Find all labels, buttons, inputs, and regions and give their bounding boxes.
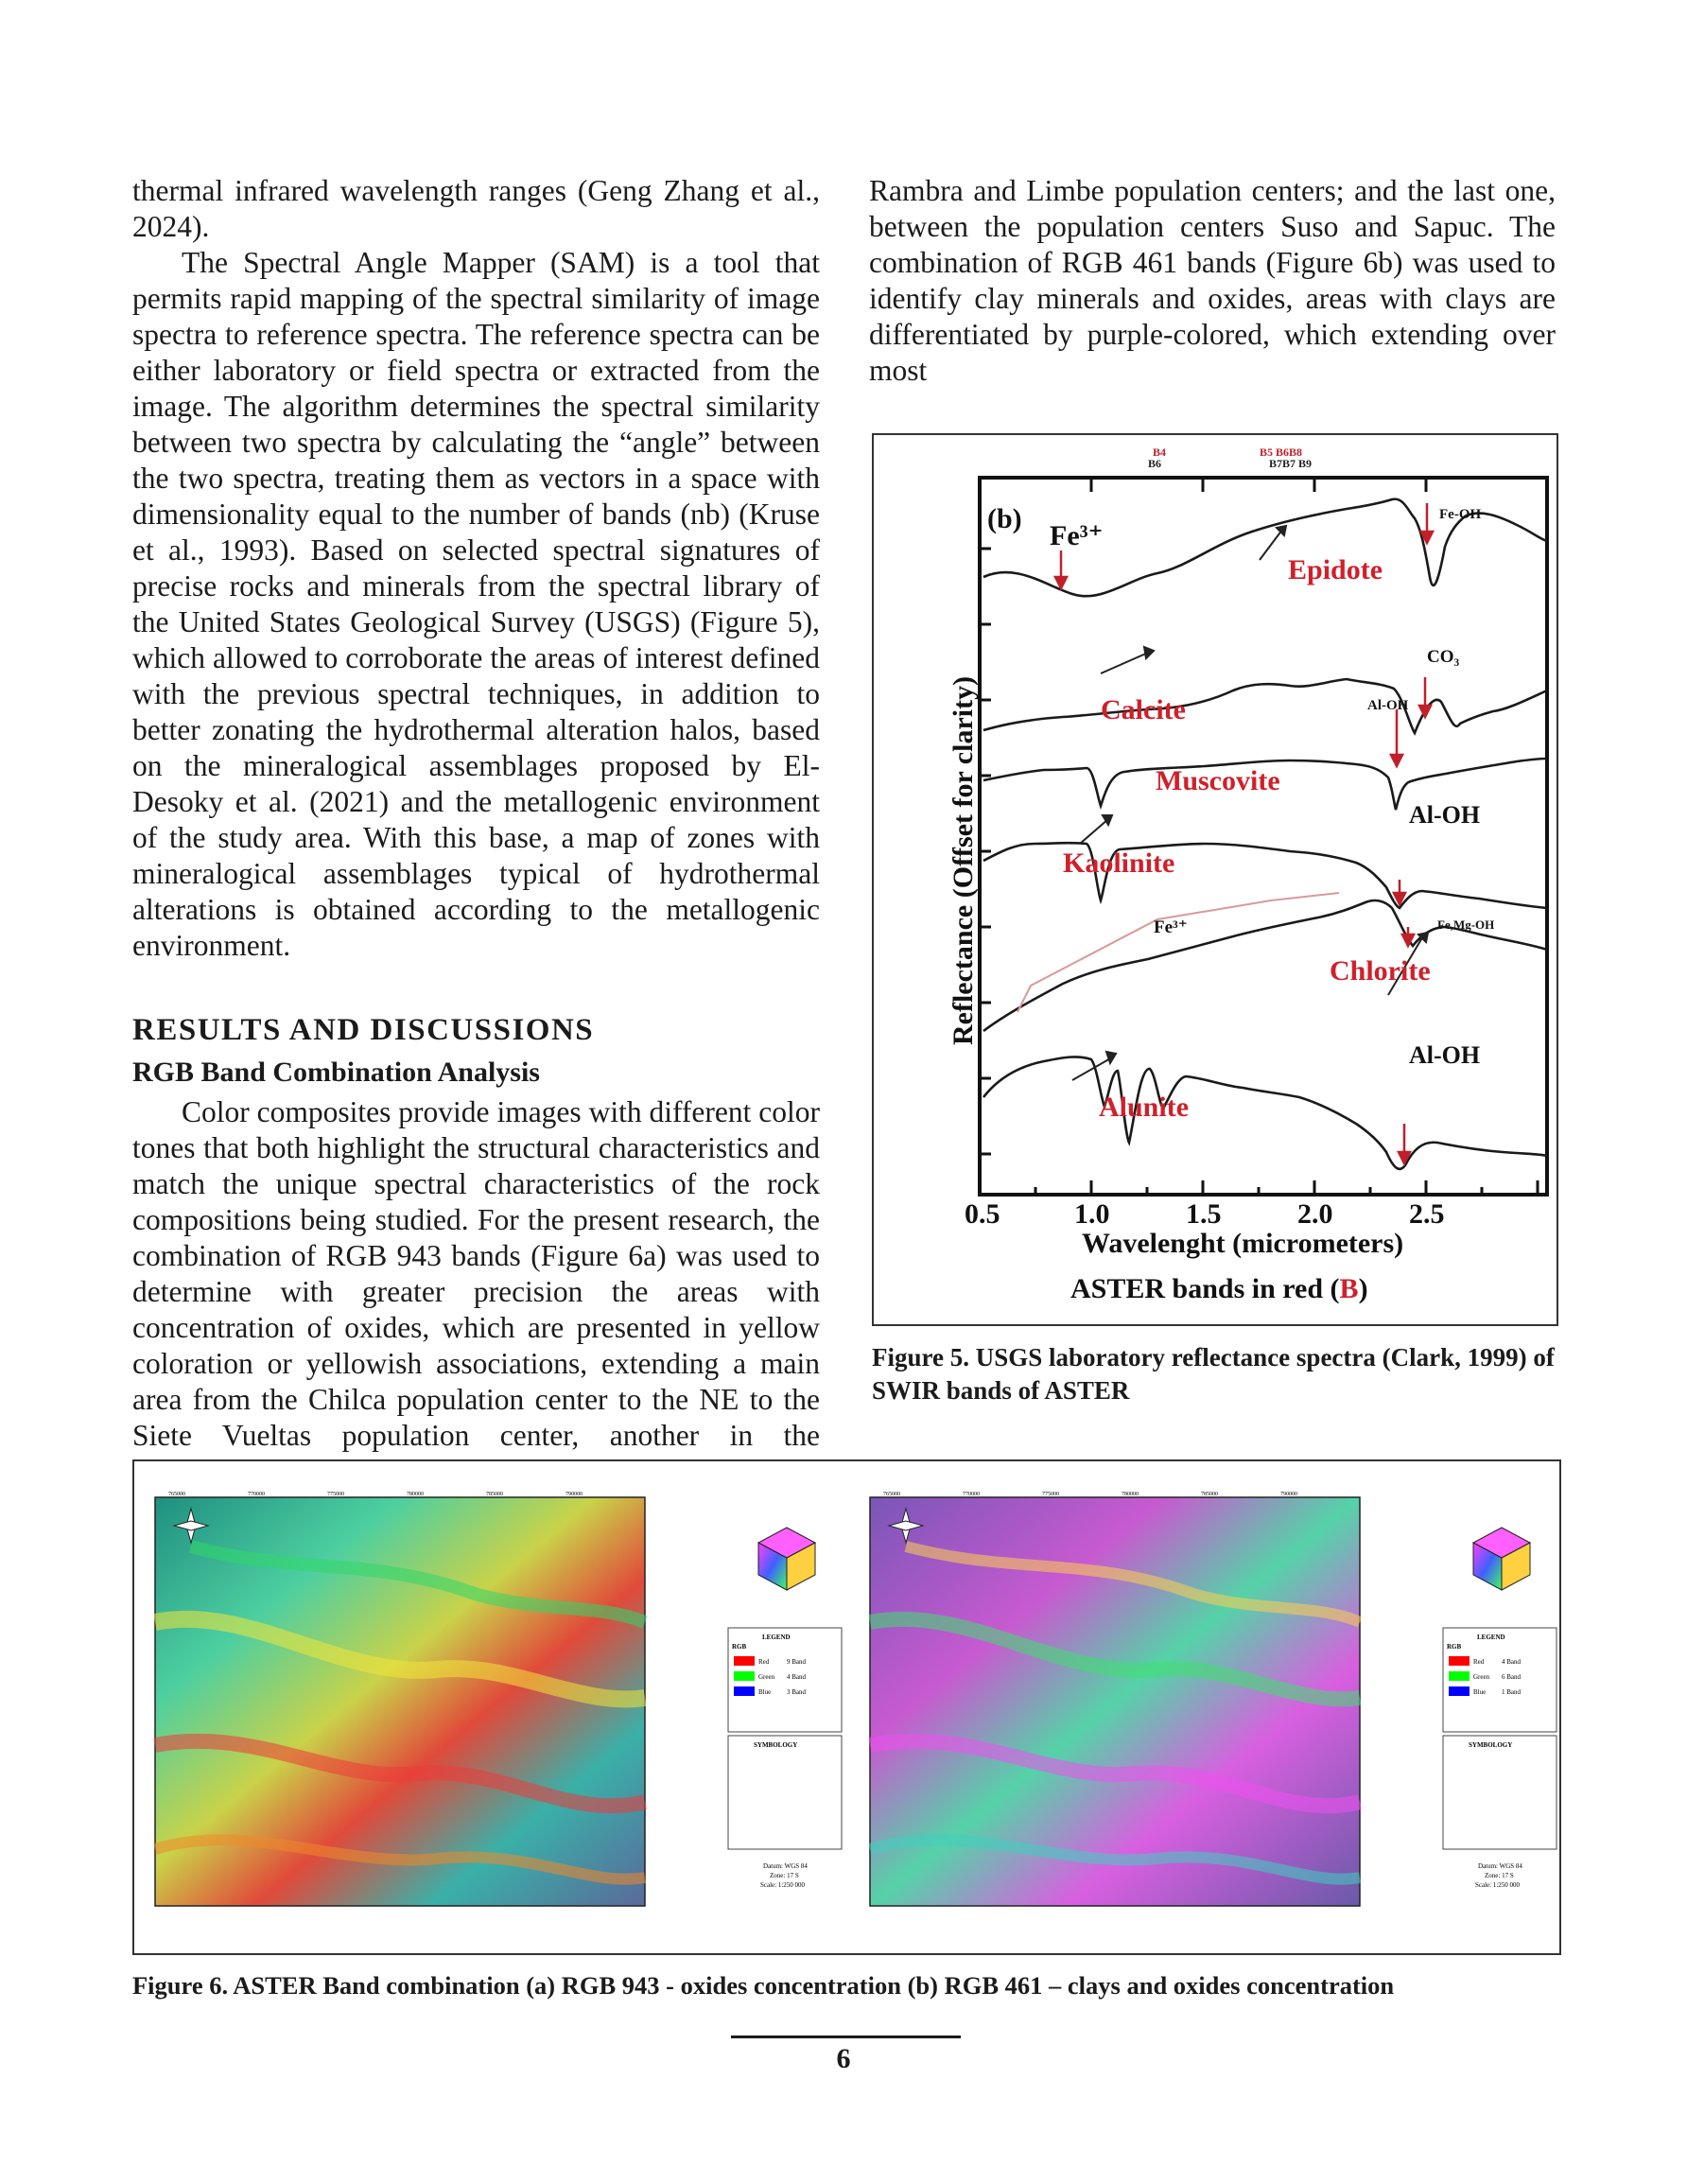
paragraph: Rambra and Limbe population centers; and the last one, between the population centers Suso and Sapuc. The combination of RGB 461 bands (Figure 6b) was used to identify clay minerals and oxides, areas with clays are differentiated by purple-colored, which extending over most <box>869 174 1556 387</box>
symbology-title: SYMBOLOGY <box>754 1741 798 1749</box>
mineral-label: Muscovite <box>1156 765 1280 796</box>
band-value: 4 Band <box>1502 1658 1522 1666</box>
annotation: Fe,Mg-OH <box>1437 917 1495 932</box>
band-value: 1 Band <box>1502 1688 1522 1696</box>
annotation: Fe³⁺ <box>1050 520 1104 551</box>
rgb-cube-icon <box>1473 1528 1530 1590</box>
annotation: Fe³⁺ <box>1154 917 1188 937</box>
figure-5-caption: Figure 5. USGS laboratory reflectance spectra (Clark, 1999) of SWIR bands of ASTER <box>872 1343 1555 1405</box>
scale: Scale: 1:250 000 <box>760 1881 806 1889</box>
band-name: Red <box>1473 1658 1485 1666</box>
coord-tick: 780000 <box>407 1492 424 1497</box>
rgb-label: RGB <box>732 1643 747 1651</box>
label-arrows <box>1072 526 1428 1080</box>
figure-5 <box>872 433 1558 1326</box>
left-column <box>132 173 820 1490</box>
mineral-label: Chlorite <box>1330 955 1431 987</box>
legend-title: LEGEND <box>762 1634 791 1641</box>
band-value: 3 Band <box>787 1688 807 1696</box>
y-axis-label: Reflectance (Offset for clarity) <box>948 675 979 1045</box>
paragraph: Color composites provide images with different color tones that both highlight the structural characteristics and match the unique spectral characteristics of the rock compositions being studied. For the present research, the combination of RGB 943 bands (Figure 6a) was used to determine with greater precision the areas with concentration of oxides, which are presented in yellow coloration or yellowish associations, extending a main area from the Chilca population center to the NE to the Siete Vueltas population center, another in the <box>132 1095 820 1452</box>
datum: Datum: WGS 84 <box>763 1862 808 1870</box>
band-name: Green <box>758 1673 775 1681</box>
paragraph: The Spectral Angle Mapper (SAM) is a tool that permits rapid mapping of the spectral similarity of image spectra to reference spectra. The reference spectra can be either laboratory or field spectra or extracted from the image. The algorithm determines the spectral similarity between two spectra by calculating the “angle” between the two spectra, treating them as vectors in a space with dimensionality equal to the number of bands (nb) (Kruse et al., 1993). Based on selected spectral signatures of precise rocks and minerals from the spectral library of the United States Geological Survey (USGS) (Figure 5), which allowed to corroborate the areas of interest defined with the previous spectral techniques, in addition to better zonating the hydrothermal alteration halos, based on the mineralogical assemblages proposed by El-Desoky et al. (2021) and the metallogenic environment of the study area. With this base, a map of zones with mineralogical assemblages typical of hydrothermal alterations is obtained according to the metallogenic environment. <box>132 246 820 962</box>
coord-tick: 790000 <box>1280 1492 1297 1497</box>
panel-label: (b) <box>987 503 1022 534</box>
x-tick-label: 0.5 <box>965 1198 1000 1230</box>
x-tick-label: 2.5 <box>1409 1198 1445 1230</box>
plot-area <box>980 478 1547 1195</box>
annotation: Al-OH <box>1409 801 1481 829</box>
annotation: Al-OH <box>1367 698 1409 713</box>
band-value: 6 Band <box>1502 1673 1522 1681</box>
annotation: Fe-OH <box>1439 507 1482 522</box>
symbology-title: SYMBOLOGY <box>1469 1741 1513 1749</box>
band-label: B4 <box>1153 446 1167 459</box>
band-label: B5 B6B8 <box>1260 446 1303 459</box>
footer-rule <box>731 2035 961 2038</box>
annotation: Al-OH <box>1409 1041 1481 1069</box>
band-value: 9 Band <box>787 1658 807 1666</box>
mineral-label: Calcite <box>1101 694 1186 725</box>
x-tick-label: 1.0 <box>1074 1198 1110 1230</box>
annotation: CO₃ <box>1427 647 1460 667</box>
right-column <box>869 173 1556 389</box>
map-panel-b <box>870 1492 1557 1906</box>
scale: Scale: 1:250 000 <box>1475 1881 1521 1889</box>
paragraph: thermal infrared wavelength ranges (Geng Zhang et al., 2024). <box>132 174 820 243</box>
datum: Datum: WGS 84 <box>1478 1862 1522 1870</box>
symbology-box <box>728 1736 842 1849</box>
coord-tick: 775000 <box>1042 1492 1059 1497</box>
fe3-bracket <box>1017 893 1339 1012</box>
x-tick-label: 1.5 <box>1186 1198 1222 1230</box>
rgb-cube-icon <box>758 1528 815 1590</box>
band-value: 4 Band <box>787 1673 807 1681</box>
absorption-arrows <box>1055 503 1433 1163</box>
legend-title: LEGEND <box>1477 1634 1505 1641</box>
mineral-label: Epidote <box>1288 554 1383 585</box>
band-label: B7B7 B9 <box>1269 457 1313 470</box>
mineral-label: Alunite <box>1099 1092 1190 1123</box>
x-tick-label: 2.0 <box>1297 1198 1333 1230</box>
zone: Zone: 17 S <box>770 1872 799 1879</box>
mineral-label: Kaolinite <box>1063 847 1175 879</box>
symbology-box <box>1443 1736 1557 1849</box>
spectra-chart <box>874 435 1557 1324</box>
band-name: Green <box>1473 1673 1490 1681</box>
band-combination-maps <box>134 1461 1559 1953</box>
zone: Zone: 17 S <box>1485 1872 1514 1879</box>
coord-tick: 765000 <box>168 1492 185 1497</box>
coord-tick: 780000 <box>1122 1492 1139 1497</box>
coord-tick: 785000 <box>486 1492 503 1497</box>
coord-tick: 785000 <box>1201 1492 1218 1497</box>
coord-tick: 770000 <box>963 1492 980 1497</box>
band-name: Blue <box>758 1688 772 1696</box>
coord-tick: 790000 <box>565 1492 583 1497</box>
band-name: Red <box>758 1658 770 1666</box>
x-axis-label: Wavelenght (micrometers) <box>1082 1228 1404 1259</box>
page-number: 6 <box>836 2043 851 2074</box>
section-heading: RESULTS AND DISCUSSIONS <box>132 1013 595 1047</box>
bottom-label: ASTER bands in red (B) <box>1070 1273 1368 1304</box>
subsection-heading: RGB Band Combination Analysis <box>132 1057 540 1088</box>
map-panel-a <box>155 1492 842 1906</box>
figure-6 <box>132 1459 1561 1955</box>
coord-tick: 765000 <box>883 1492 900 1497</box>
rgb-label: RGB <box>1447 1643 1462 1651</box>
coord-tick: 770000 <box>248 1492 265 1497</box>
band-label: B6 <box>1148 457 1162 470</box>
coord-tick: 775000 <box>327 1492 344 1497</box>
figure-6-caption: Figure 6. ASTER Band combination (a) RGB 943 - oxides concentration (b) RGB 461 – clays and oxides concentration <box>132 1971 1395 2000</box>
band-name: Blue <box>1473 1688 1487 1696</box>
